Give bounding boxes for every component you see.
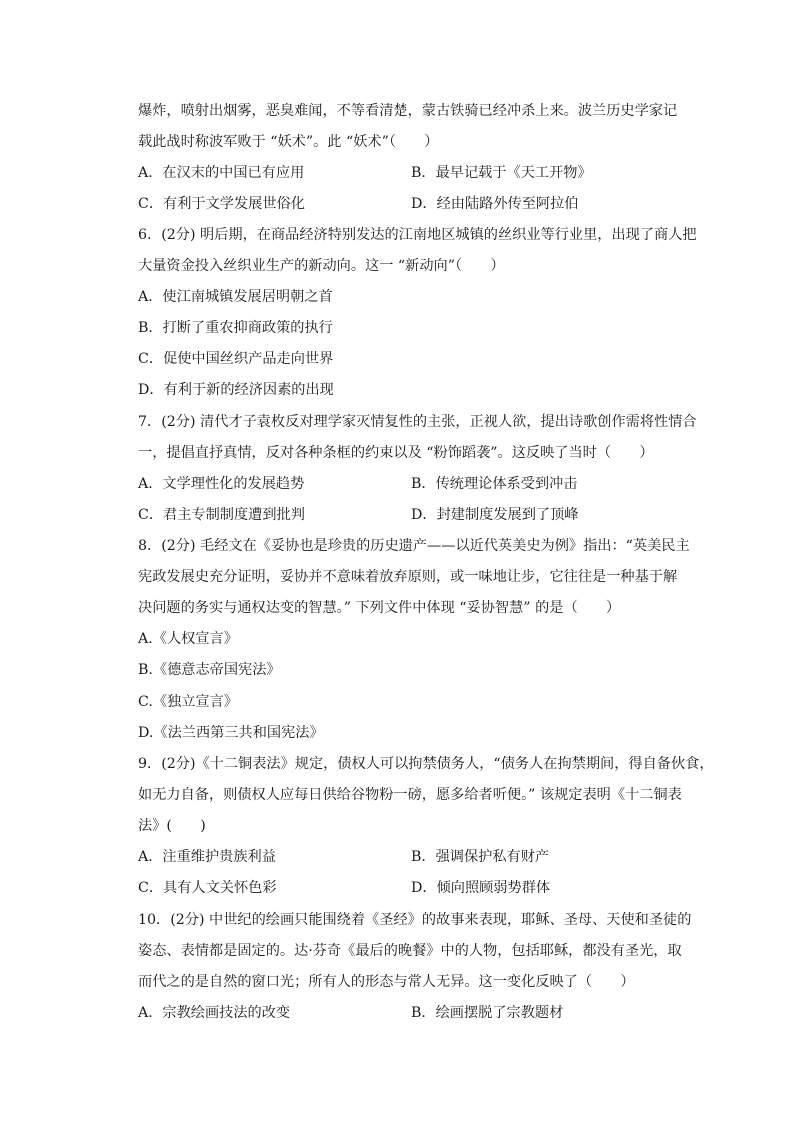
question-5-option-c[interactable]: C．有利于文学发展世俗化 bbox=[138, 196, 305, 212]
question-9-option-d[interactable]: D．倾向照顾弱势群体 bbox=[411, 880, 551, 896]
question-10-text-line-2: 姿态、表情都是固定的。达·芬奇《最后的晚餐》中的人物，包括耶稣，都没有圣光，取 bbox=[138, 943, 682, 959]
question-10-option-a[interactable]: A．宗教绘画技法的改变 bbox=[138, 1005, 291, 1021]
question-8-option-b[interactable]: B.《德意志帝国宪法》 bbox=[138, 662, 281, 678]
question-9-text-line-3: 法》( ) bbox=[138, 818, 206, 834]
question-6-text-line-1: 6．(2分) 明后期，在商品经济特别发达的江南地区城镇的丝织业等行业里，出现了商人把 bbox=[138, 227, 697, 243]
question-6-option-d[interactable]: D．有利于新的经济因素的出现 bbox=[138, 382, 334, 398]
question-7-option-c[interactable]: C．君主专制制度遭到批判 bbox=[138, 507, 305, 523]
question-8-text-line-3: 决问题的务实与通权达变的智慧。” 下列文件中体现 “妥协智慧” 的是（ ） bbox=[138, 600, 621, 616]
question-5-text-line-1: 爆炸，喷射出烟雾，恶臭难闻，不等看清楚，蒙古铁骑已经冲杀上来。波兰历史学家记 bbox=[138, 103, 678, 119]
question-5-option-a[interactable]: A．在汉末的中国已有应用 bbox=[138, 165, 305, 181]
question-7-text-line-1: 7．(2分) 清代才子袁枚反对理学家灭情复性的主张，正视人欲，提出诗歌创作需将性情合 bbox=[138, 414, 697, 430]
question-6-option-a[interactable]: A．使江南城镇发展居明朝之首 bbox=[138, 289, 333, 305]
question-8-text-line-1: 8．(2分) 毛经文在《妥协也是珍贵的历史遗产——以近代英美史为例》指出：“英美民主 bbox=[138, 538, 690, 554]
question-9-option-b[interactable]: B．强调保护私有财产 bbox=[411, 849, 550, 865]
question-5-text-line-2: 载此战时称波军败于 “妖术”。此 “妖术”（ ） bbox=[138, 134, 439, 150]
question-8-option-d[interactable]: D.《法兰西第三共和国宪法》 bbox=[138, 725, 324, 741]
question-9-text-line-1: 9．(2分)《十二铜表法》规定，债权人可以拘禁债务人，“债务人在拘禁期间，得自备伙食， bbox=[138, 756, 714, 772]
question-6-text-line-2: 大量资金投入丝织业生产的新动向。这一 “新动向”（ ） bbox=[138, 258, 505, 274]
question-10-text-line-3: 而代之的是自然的窗口光；所有人的形态与常人无异。这一变化反映了（ ） bbox=[138, 974, 635, 990]
question-8-option-c[interactable]: C.《独立宣言》 bbox=[138, 694, 238, 710]
question-10-option-b[interactable]: B．绘画摆脱了宗教题材 bbox=[411, 1005, 564, 1021]
question-10-text-line-1: 10．(2分) 中世纪的绘画只能围绕着《圣经》的故事来表现，耶稣、圣母、天使和圣徒的 bbox=[138, 912, 692, 928]
question-5-option-b[interactable]: B．最早记载于《天工开物》 bbox=[411, 165, 592, 181]
question-6-option-c[interactable]: C．促使中国丝织产品走向世界 bbox=[138, 351, 334, 367]
question-7-option-d[interactable]: D．封建制度发展到了顶峰 bbox=[411, 507, 579, 523]
question-9-option-c[interactable]: C．具有人文关怀色彩 bbox=[138, 880, 277, 896]
question-9-option-a[interactable]: A．注重维护贵族利益 bbox=[138, 849, 276, 865]
question-9-text-line-2: 如无力自备，则债权人应每日供给谷物粉一磅，愿多给者听便。” 该规定表明《十二铜表 bbox=[138, 787, 682, 803]
question-6-option-b[interactable]: B．打断了重农抑商政策的执行 bbox=[138, 320, 333, 336]
question-8-option-a[interactable]: A.《人权宣言》 bbox=[138, 631, 238, 647]
question-7-option-a[interactable]: A．文学理性化的发展趋势 bbox=[138, 476, 305, 492]
question-5-option-d[interactable]: D．经由陆路外传至阿拉伯 bbox=[411, 196, 579, 212]
question-8-text-line-2: 宪政发展史充分证明，妥协并不意味着放弃原则，或一味地让步，它往往是一种基于解 bbox=[138, 569, 678, 585]
question-7-option-b[interactable]: B．传统理论体系受到冲击 bbox=[411, 476, 578, 492]
question-7-text-line-2: 一，提倡直抒真情，反对各种条框的约束以及 “粉饰蹈袭”。这反映了当时（ ） bbox=[138, 445, 654, 461]
